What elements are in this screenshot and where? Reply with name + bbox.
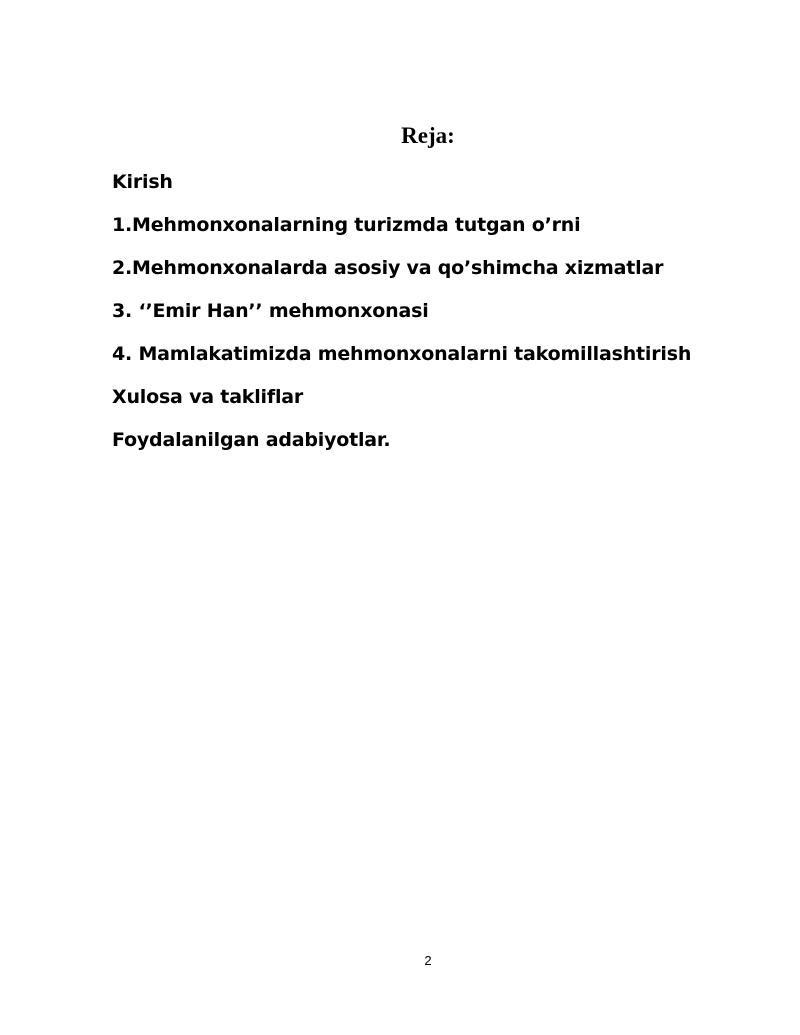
toc-item-introduction: Kirish: [112, 171, 173, 193]
toc-item-conclusion: Xulosa va takliflar: [112, 386, 304, 408]
toc-item-3: 3. ‘’Emir Han’’ mehmonxonasi: [112, 300, 429, 322]
page-number: 2: [424, 953, 432, 968]
table-of-contents: [112, 167, 691, 468]
toc-item-4: 4. Mamlakatimizda mehmonxonalarni takomillashtirish: [112, 343, 692, 365]
toc-item-2: 2.Mehmonxonalarda asosiy va qo’shimcha xizmatlar: [112, 257, 664, 279]
toc-item-1: 1.Mehmonxonalarning turizmda tutgan o’rni: [112, 214, 581, 236]
toc-item-references: Foydalanilgan adabiyotlar.: [112, 429, 391, 451]
page-title: Reja:: [401, 123, 455, 148]
